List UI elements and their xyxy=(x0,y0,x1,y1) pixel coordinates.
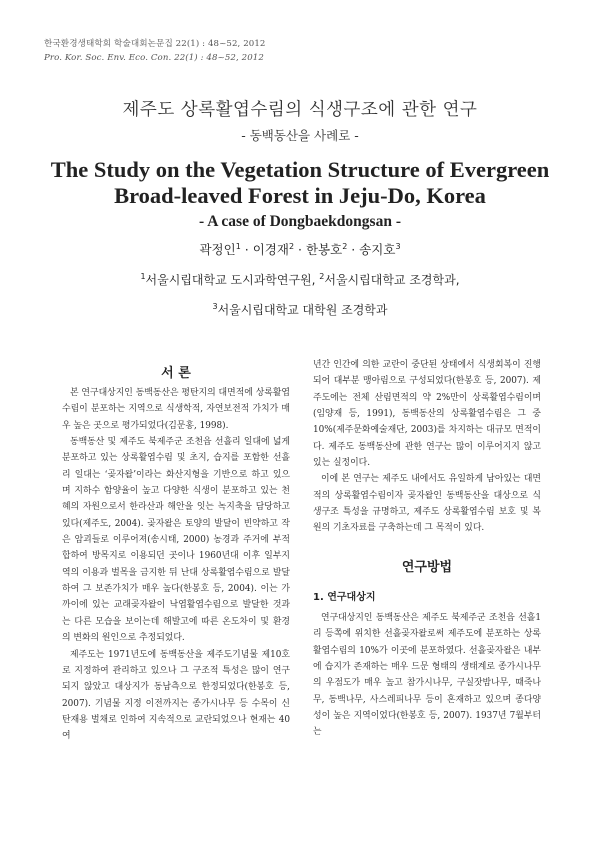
author-name: 곽정인 xyxy=(199,242,236,257)
affiliation-mark: 3 xyxy=(212,302,218,311)
body-paragraph: 동백동산 및 제주도 북제주군 조천읍 선흘리 일대에 넓게 분포하고 있는 상록활엽수림 및 초지, 습지를 포함한 선흘리 일대는 ‘곶자왈’이라는 화산지형을 기반으로 하고 있으며 지하수 함양율이 높고 다양한 식생이 분포하고 있는 천혜의 자원으로서 한라산과 해안을 잇는 녹지축을 담당하고 있다(제주도, 2004). 곶자왈은 토양의 발달이 빈약하고 작은 암괴들로 이루어져(송시태, 2000) 농경과 주거에 부적합하여 방목지로 이용되던 곳이나 1960년대 이후 일부지역의 이용과 벌목을 금지한 뒤 난대 상록활엽수림으로 발달하여 그 보존가치가 매우 높다(한봉호 등, 2004). 이는 가까이에 있는 교래곶자왈이 낙엽활엽수림으로 발달한 것과는 다른 모습을 보이는데 해발고에 따른 온도차이 및 환경의 변화의 원인으로 추정되었다. xyxy=(62,437,290,644)
author-affiliation-mark: 3 xyxy=(395,241,401,251)
affiliation-mark: 2 xyxy=(319,272,325,281)
affiliation-1: 서울시립대학교 도시과학연구원, xyxy=(145,273,320,287)
body-paragraph: 이에 본 연구는 제주도 내에서도 유일하게 남아있는 대면적의 상록활엽수림이자 곶자왈인 동백동산을 대상으로 식생구조 특성을 규명하고, 제주도 상록활엽수림 보호 및 복원의 기초자료를 구축하는데 그 목적이 있다. xyxy=(313,474,541,534)
korean-title: 제주도 상록활엽수림의 식생구조에 관한 연구 xyxy=(122,100,478,120)
author-separator: · xyxy=(347,242,360,257)
english-subtitle: - A case of Dongbaekdongsan - xyxy=(199,213,401,230)
author-list xyxy=(0,240,600,258)
section-heading-methods: 연구방법 xyxy=(401,560,453,575)
author-separator: · xyxy=(294,242,306,257)
korean-subtitle: - 동백동산을 사례로 - xyxy=(241,128,359,143)
body-paragraph: 년간 인간에 의한 교란이 중단된 상태에서 식생회복이 진행되어 대부분 맹아림으로 구성되었다(한봉호 등, 2007). 제주도에는 전체 산림면적의 약 2%만이 상록활엽수림이며(임양재 등, 1991), 동백동산의 상록활엽수림은 그 중 10%(제주문화예술재단, 2003)를 차지하는 대규모 면적이다. 제주도 동백동산에 관한 연구는 많이 이루어지지 않고 있는 실정이다. xyxy=(313,360,541,469)
english-title xyxy=(40,157,560,209)
author-name: 송지호 xyxy=(359,242,396,257)
author-affiliation-mark: 1 xyxy=(235,241,241,251)
author-separator: · xyxy=(240,242,253,257)
body-paragraph: 본 연구대상지인 동백동산은 평탄지의 대면적에 상록활엽수림이 분포하는 지역으로 식생학적, 자연보전적 가치가 매우 높은 곳으로 평가되었다(김문홍, 1998). xyxy=(62,388,290,431)
author-affiliation-mark: 2 xyxy=(288,241,295,251)
affiliation-line-1 xyxy=(0,271,600,288)
subsection-heading-study-site: 1. 연구대상지 xyxy=(313,592,376,603)
author-affiliation-mark: 2 xyxy=(342,241,348,251)
author-name: 한봉호 xyxy=(305,242,343,257)
left-column xyxy=(62,385,290,745)
body-paragraph: 연구대상지인 동백동산은 제주도 북제주군 조천읍 선흘1리 등쪽에 위치한 선흘곶자왈로써 제주도에 분포하는 상록활엽수림의 10%가 이곳에 분포하였다. 선흘곶자왈은 내부에 습지가 존재하는 매우 드문 형태의 생태계로 종가시나무의 우점도가 매우 높고 참가시나무, 구실잣밤나무, 때죽나무, 동백나무, 사스레피나무 등이 혼재하고 있으며 종다양성이 높은 지역이었다(한봉호 등, 2007). 1937년 7월부터는 xyxy=(313,613,541,738)
journal-header xyxy=(44,37,265,65)
right-column xyxy=(313,357,541,537)
journal-header-korean: 한국환경생태학회 학술대회논문집 22(1) : 48~52, 2012 xyxy=(44,39,266,49)
journal-header-english: Pro. Kor. Soc. Env. Eco. Con. 22(1) : 48~52, 2012 xyxy=(44,53,264,63)
english-title-line2: Broad-leaved Forest in Jeju-Do, Korea xyxy=(114,183,486,208)
section-heading-introduction: 서 론 xyxy=(161,366,191,381)
body-paragraph: 제주도는 1971년도에 동백동산을 제주도기념물 제10호로 지정하여 관리하고 있으나 그 구조적 특성은 많이 연구되지 않았고 대상지가 동남측으로 한정되었다(한봉호 등, 2007). 기념물 지정 이전까지는 종가시나무 등 수목이 신탄재용 벌채로 인하여 지속적으로 교란되었으나 현재는 40여 xyxy=(62,649,290,742)
methods-text xyxy=(313,610,541,741)
english-title-line1: The Study on the Vegetation Structure of Evergreen xyxy=(50,157,550,182)
affiliation-line-2 xyxy=(0,301,600,318)
affiliation-mark: 1 xyxy=(140,272,146,281)
affiliation-3: 서울시립대학교 대학원 조경학과 xyxy=(217,303,388,317)
affiliation-2: 서울시립대학교 조경학과, xyxy=(324,273,460,287)
author-name: 이경재 xyxy=(252,242,289,257)
